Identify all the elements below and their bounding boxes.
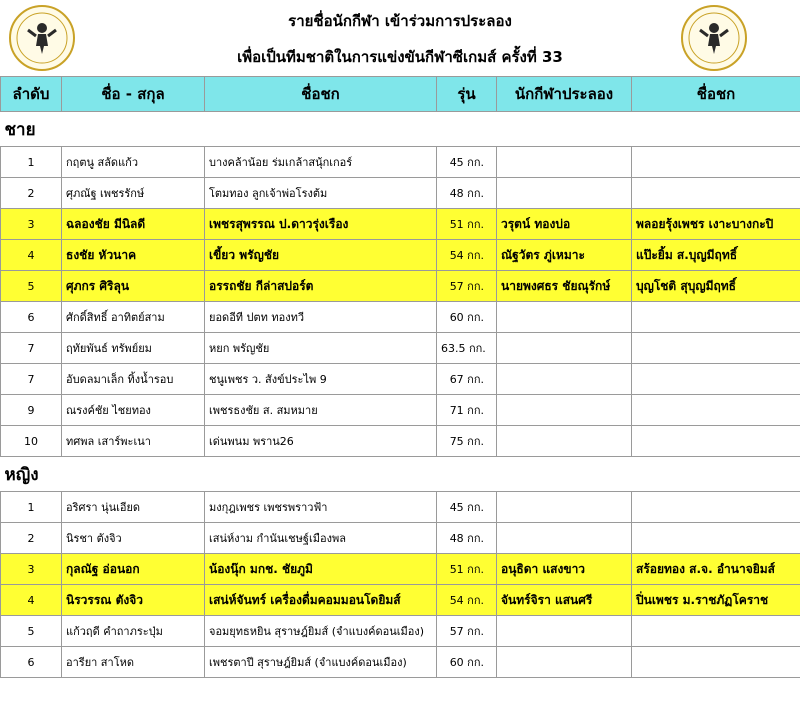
page-title: รายชื่อนักกีฬา เข้าร่วมการประลอง <box>288 12 512 30</box>
challenger-ring-name <box>632 147 800 178</box>
ring-name: น้องนุ๊ก มกช. ชัยภูมิ <box>205 554 437 585</box>
challenger-ring-name: แป๊ะยิ้ม ส.บุญมีฤทธิ์ <box>632 240 800 271</box>
challenger-ring-name <box>632 364 800 395</box>
table-row <box>1 302 800 333</box>
table-row <box>1 147 800 178</box>
ring-name: เพชรสุพรรณ ป.ดาวรุ่งเรือง <box>205 209 437 240</box>
athlete-name: ธงชัย หัวนาค <box>62 240 205 271</box>
ring-name: เพชรตาปี สุราษฎ์ยิมส์ (จำแบงค์ดอนเมือง) <box>205 647 437 678</box>
row-number: 3 <box>1 209 62 240</box>
row-number: 7 <box>1 333 62 364</box>
challenger-ring-name <box>632 395 800 426</box>
challenger-ring-name: บุญโชติ สุบุญมีฤทธิ์ <box>632 271 800 302</box>
row-number: 5 <box>1 616 62 647</box>
challenger-name: อนุธิดา แสงขาว <box>497 554 632 585</box>
ring-name: เสน่ห์จันทร์ เครื่องดื่มคอมมอนโดยิมส์ <box>205 585 437 616</box>
ring-name: ยอดอีที ปตท ทองทวี <box>205 302 437 333</box>
challenger-name <box>497 178 632 209</box>
athlete-name: นิรวรรณ ตังจิว <box>62 585 205 616</box>
table-row <box>1 178 800 209</box>
table-row <box>1 395 800 426</box>
ring-name: เพชรธงชัย ส. สมหมาย <box>205 395 437 426</box>
row-number: 5 <box>1 271 62 302</box>
column-header: ชื่อชก <box>205 77 437 112</box>
challenger-ring-name <box>632 426 800 457</box>
challenger-name <box>497 523 632 554</box>
ring-name: เขี้ยว พรัญชัย <box>205 240 437 271</box>
column-header: นักกีฬาประลอง <box>497 77 632 112</box>
weight-class: 48 กก. <box>437 523 497 554</box>
section-header <box>1 112 800 147</box>
weight-class: 45 กก. <box>437 492 497 523</box>
athlete-name: อารียา สาโหด <box>62 647 205 678</box>
association-logo-icon <box>680 4 748 72</box>
row-number: 4 <box>1 585 62 616</box>
table-row <box>1 364 800 395</box>
row-number: 7 <box>1 364 62 395</box>
ring-name: โตมทอง ลูกเจ้าพ่อโรงต้ม <box>205 178 437 209</box>
table-header-row <box>1 77 800 112</box>
column-header: รุ่น <box>437 77 497 112</box>
athlete-name: กุลณัฐ อ่อนอก <box>62 554 205 585</box>
weight-class: 60 กก. <box>437 302 497 333</box>
weight-class: 51 กก. <box>437 209 497 240</box>
page-subtitle: เพื่อเป็นทีมชาติในการแข่งขันกีฬาซีเกมส์ ครั้งที่ 33 <box>237 48 563 66</box>
table-row <box>1 585 800 616</box>
table-row <box>1 271 800 302</box>
challenger-ring-name <box>632 492 800 523</box>
weight-class: 48 กก. <box>437 178 497 209</box>
table-row <box>1 554 800 585</box>
challenger-ring-name: สร้อยทอง ส.จ. อำนาจยิมส์ <box>632 554 800 585</box>
challenger-name <box>497 147 632 178</box>
athlete-name: อับดลมาเล็ก ทิ้งน้ำรอบ <box>62 364 205 395</box>
section-label: ชาย <box>1 112 800 147</box>
table-row <box>1 209 800 240</box>
row-number: 2 <box>1 523 62 554</box>
column-header: ชื่อ - สกุล <box>62 77 205 112</box>
weight-class: 67 กก. <box>437 364 497 395</box>
ring-name: จอมยุทธหยิน สุราษฎ์ยิมส์ (จำแบงค์ดอนเมือง) <box>205 616 437 647</box>
ring-name: เด่นพนม พราน26 <box>205 426 437 457</box>
challenger-name <box>497 492 632 523</box>
ring-name: เสน่ห์งาม กำนันเชษฐ์เมืองพล <box>205 523 437 554</box>
row-number: 1 <box>1 492 62 523</box>
table-row <box>1 616 800 647</box>
challenger-name: นายพงศธร ชัยณุรักษ์ <box>497 271 632 302</box>
ring-name: มงกุฎเพชร เพชรพราวฟ้า <box>205 492 437 523</box>
athlete-name: ศักดิ์สิทธิ์ อาทิตย์สาม <box>62 302 205 333</box>
ring-name: อรรถชัย กีล่าสปอร์ต <box>205 271 437 302</box>
challenger-name <box>497 647 632 678</box>
challenger-name <box>497 426 632 457</box>
section-header <box>1 457 800 492</box>
challenger-ring-name <box>632 523 800 554</box>
ring-name: ชนูเพชร ว. สังข์ประไพ 9 <box>205 364 437 395</box>
column-header: ชื่อชก <box>632 77 800 112</box>
athlete-name: กฤตนู สลัดแก้ว <box>62 147 205 178</box>
table-row <box>1 426 800 457</box>
row-number: 4 <box>1 240 62 271</box>
weight-class: 63.5 กก. <box>437 333 497 364</box>
challenger-name <box>497 395 632 426</box>
challenger-name <box>497 333 632 364</box>
row-number: 3 <box>1 554 62 585</box>
weight-class: 57 กก. <box>437 271 497 302</box>
weight-class: 71 กก. <box>437 395 497 426</box>
challenger-name <box>497 364 632 395</box>
athlete-name: นิรชา ตังจิว <box>62 523 205 554</box>
athlete-name: อริศรา นุ่นเอียด <box>62 492 205 523</box>
athlete-name: ทศพล เสาร์พะเนา <box>62 426 205 457</box>
table-row <box>1 523 800 554</box>
row-number: 2 <box>1 178 62 209</box>
challenger-ring-name <box>632 647 800 678</box>
ring-name: บางคล้าน้อย ร่มเกล้าสนุ้กเกอร์ <box>205 147 437 178</box>
column-header: ลำดับ <box>1 77 62 112</box>
challenger-name <box>497 302 632 333</box>
weight-class: 54 กก. <box>437 240 497 271</box>
section-label: หญิง <box>1 457 800 492</box>
athlete-name: แก้วฤดี คำถาภระปุ่ม <box>62 616 205 647</box>
challenger-name <box>497 616 632 647</box>
challenger-ring-name <box>632 178 800 209</box>
table-row <box>1 240 800 271</box>
table-row <box>1 333 800 364</box>
row-number: 6 <box>1 647 62 678</box>
athlete-name: ฤทัยพันธ์ ทรัพย์ยม <box>62 333 205 364</box>
row-number: 10 <box>1 426 62 457</box>
row-number: 1 <box>1 147 62 178</box>
weight-class: 75 กก. <box>437 426 497 457</box>
challenger-ring-name <box>632 333 800 364</box>
ring-name: หยก พรัญชัย <box>205 333 437 364</box>
row-number: 9 <box>1 395 62 426</box>
challenger-ring-name: ปิ่นเพชร ม.ราชภัฏโคราช <box>632 585 800 616</box>
athlete-table <box>0 76 800 678</box>
weight-class: 57 กก. <box>437 616 497 647</box>
challenger-name: วรุตน์ ทองบ่อ <box>497 209 632 240</box>
athlete-name: ศุภกร ศิริลุน <box>62 271 205 302</box>
athlete-name: ศุภณัฐ เพชรรักษ์ <box>62 178 205 209</box>
athlete-name: ฉลองชัย มีนิลดี <box>62 209 205 240</box>
row-number: 6 <box>1 302 62 333</box>
weight-class: 51 กก. <box>437 554 497 585</box>
challenger-name: จันทร์จิรา แสนศรี <box>497 585 632 616</box>
weight-class: 54 กก. <box>437 585 497 616</box>
challenger-name: ณัฐวัตร ภู่เหมาะ <box>497 240 632 271</box>
table-row <box>1 492 800 523</box>
challenger-ring-name <box>632 616 800 647</box>
challenger-ring-name: พลอยรุ้งเพชร เงาะบางกะปิ <box>632 209 800 240</box>
association-logo-icon <box>8 4 76 72</box>
weight-class: 45 กก. <box>437 147 497 178</box>
weight-class: 60 กก. <box>437 647 497 678</box>
table-row <box>1 647 800 678</box>
challenger-ring-name <box>632 302 800 333</box>
athlete-name: ณรงค์ชัย ไชยทอง <box>62 395 205 426</box>
